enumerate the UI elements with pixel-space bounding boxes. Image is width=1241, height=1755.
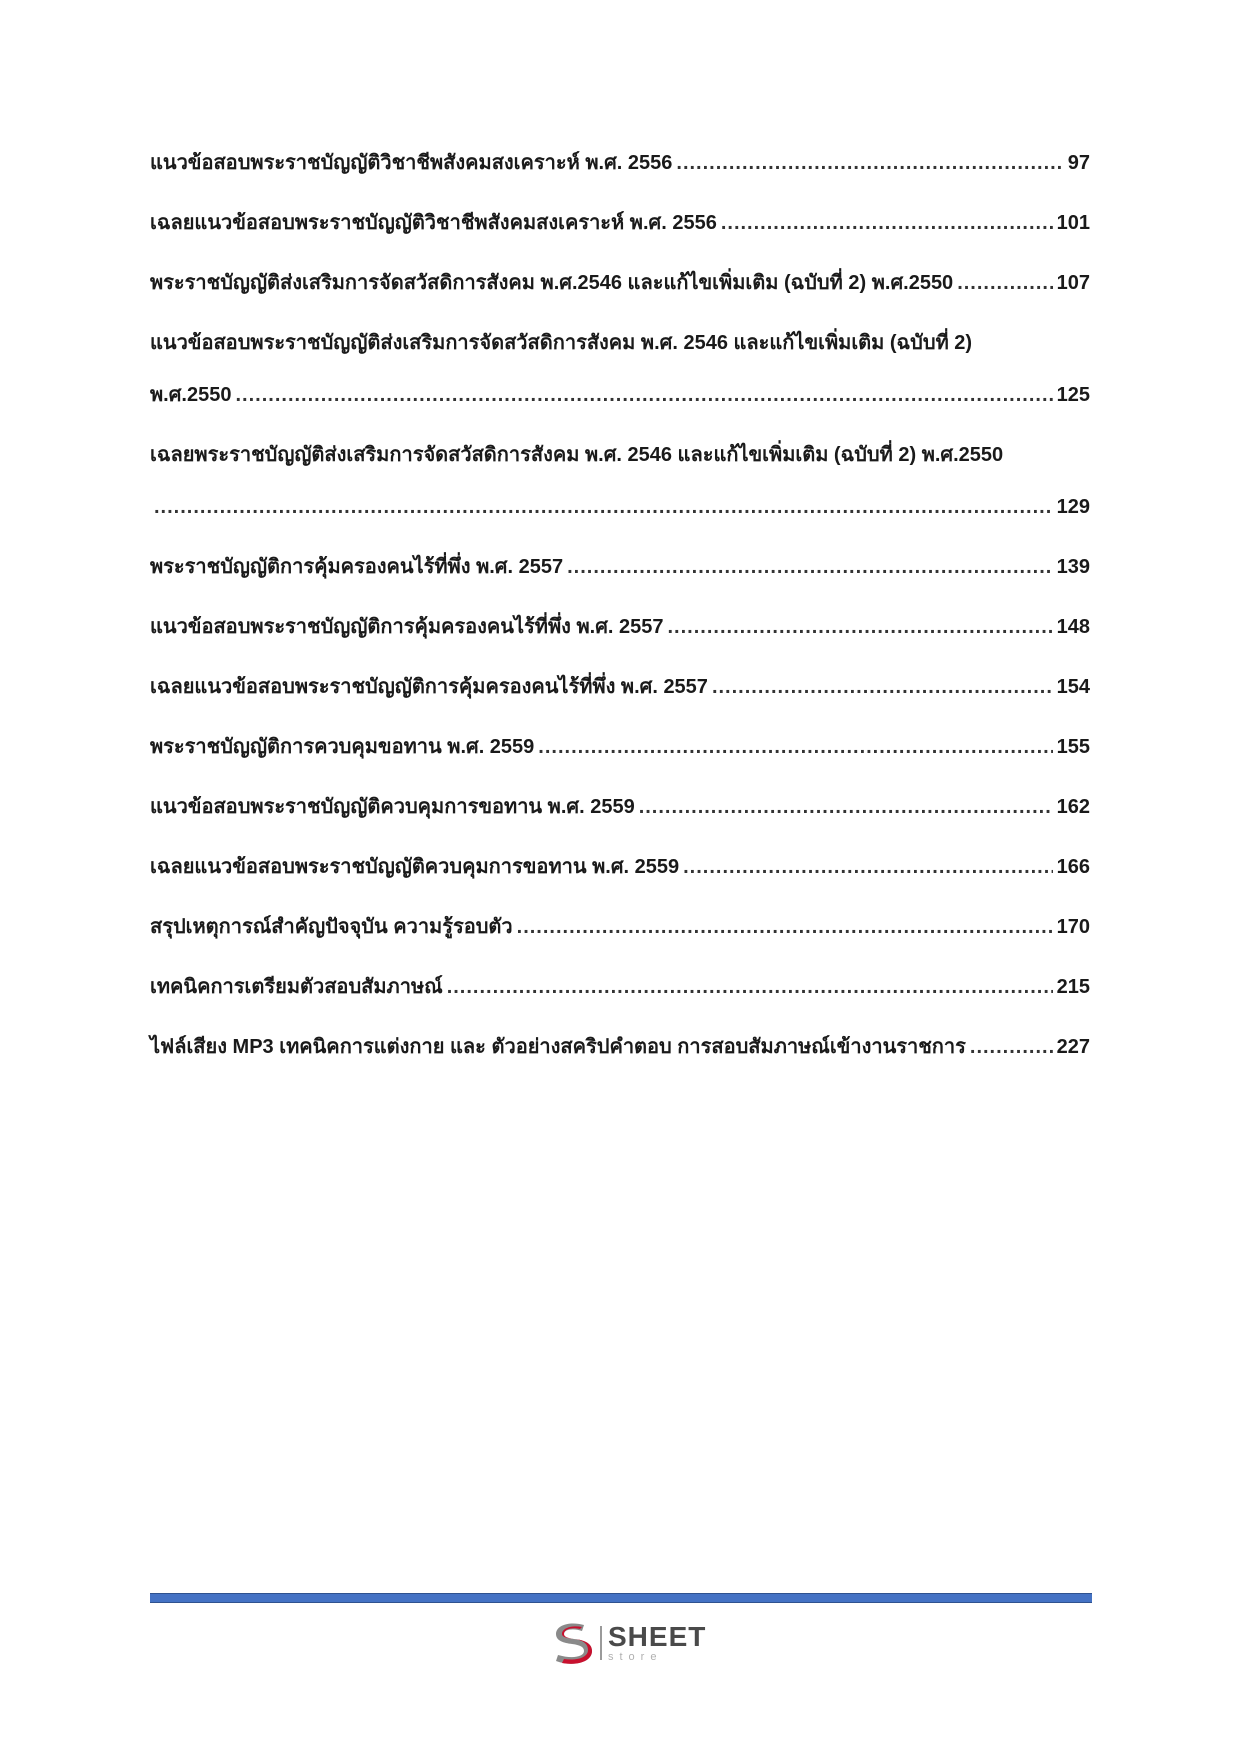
dot-leader bbox=[676, 150, 1063, 176]
toc-entry-page: 170 bbox=[1056, 916, 1090, 938]
toc-entry[interactable] bbox=[150, 914, 1090, 940]
dot-leader bbox=[538, 734, 1052, 760]
dot-leader bbox=[683, 854, 1053, 880]
toc-entry[interactable] bbox=[150, 442, 1090, 520]
footer-divider-bar bbox=[150, 1593, 1092, 1603]
logo-separator bbox=[600, 1626, 602, 1660]
logo-word: SHEET bbox=[608, 1621, 707, 1652]
dot-leader bbox=[235, 382, 1052, 408]
toc-entry-title-continued: พ.ศ.2550 bbox=[150, 384, 232, 406]
toc-entry[interactable] bbox=[150, 974, 1090, 1000]
dot-leader bbox=[712, 674, 1053, 700]
toc-entry-title: แนวข้อสอบพระราชบัญญัติการคุ้มครองคนไร้ที่พึ่ง พ.ศ. 2557 bbox=[150, 616, 664, 638]
logo-wordmark bbox=[608, 1623, 706, 1663]
table-of-contents bbox=[150, 150, 1090, 1094]
toc-entry[interactable] bbox=[150, 270, 1090, 296]
dot-leader bbox=[447, 974, 1053, 1000]
toc-entry-page: 166 bbox=[1056, 856, 1090, 878]
toc-entry[interactable] bbox=[150, 554, 1090, 580]
dot-leader bbox=[668, 614, 1053, 640]
toc-entry-page: 125 bbox=[1056, 384, 1090, 406]
dot-leader bbox=[957, 270, 1052, 296]
toc-entry[interactable] bbox=[150, 734, 1090, 760]
sheet-store-s-icon bbox=[550, 1619, 594, 1667]
dot-leader bbox=[517, 914, 1053, 940]
toc-entry-title: เฉลยพระราชบัญญัติส่งเสริมการจัดสวัสดิการสังคม พ.ศ. 2546 และแก้ไขเพิ่มเติม (ฉบับที่ 2) พ.ศ.2550 bbox=[150, 444, 1004, 466]
toc-entry[interactable] bbox=[150, 210, 1090, 236]
dot-leader bbox=[721, 210, 1053, 236]
toc-entry-title: ไฟล์เสียง MP3 เทคนิคการแต่งกาย และ ตัวอย่างสคริปคำตอบ การสอบสัมภาษณ์เข้างานราชการ bbox=[150, 1036, 966, 1058]
toc-entry[interactable] bbox=[150, 854, 1090, 880]
toc-entry[interactable] bbox=[150, 330, 1090, 408]
toc-entry-title: พระราชบัญญัติการควบคุมขอทาน พ.ศ. 2559 bbox=[150, 736, 535, 758]
toc-entry-page: 129 bbox=[1056, 496, 1090, 518]
logo-subword: store bbox=[608, 1651, 663, 1663]
toc-entry-page: 97 bbox=[1067, 152, 1090, 174]
toc-entry-page: 215 bbox=[1056, 976, 1090, 998]
dot-leader bbox=[154, 494, 1053, 520]
toc-entry-title: พระราชบัญญัติส่งเสริมการจัดสวัสดิการสังคม พ.ศ.2546 และแก้ไขเพิ่มเติม (ฉบับที่ 2) พ.ศ.2550 bbox=[150, 272, 954, 294]
toc-entry-title: แนวข้อสอบพระราชบัญญัติควบคุมการขอทาน พ.ศ. 2559 bbox=[150, 796, 635, 818]
toc-entry-title: แนวข้อสอบพระราชบัญญัติส่งเสริมการจัดสวัสดิการสังคม พ.ศ. 2546 และแก้ไขเพิ่มเติม (ฉบับที่ 2) bbox=[150, 332, 973, 354]
toc-entry-title: เฉลยแนวข้อสอบพระราชบัญญัติวิชาชีพสังคมสงเคราะห์ พ.ศ. 2556 bbox=[150, 212, 717, 234]
toc-entry-title: พระราชบัญญัติการคุ้มครองคนไร้ที่พึ่ง พ.ศ. 2557 bbox=[150, 556, 564, 578]
toc-entry[interactable] bbox=[150, 614, 1090, 640]
toc-entry[interactable] bbox=[150, 674, 1090, 700]
toc-entry-title: แนวข้อสอบพระราชบัญญัติวิชาชีพสังคมสงเคราะห์ พ.ศ. 2556 bbox=[150, 152, 673, 174]
dot-leader bbox=[567, 554, 1053, 580]
toc-entry-title: เฉลยแนวข้อสอบพระราชบัญญัติควบคุมการขอทาน พ.ศ. 2559 bbox=[150, 856, 680, 878]
sheet-store-logo bbox=[550, 1615, 720, 1671]
toc-entry[interactable] bbox=[150, 150, 1090, 176]
toc-entry-title: เทคนิคการเตรียมตัวสอบสัมภาษณ์ bbox=[150, 976, 443, 998]
toc-entry-page: 101 bbox=[1056, 212, 1090, 234]
toc-entry-page: 139 bbox=[1056, 556, 1090, 578]
toc-entry-page: 154 bbox=[1056, 676, 1090, 698]
toc-entry-title: สรุปเหตุการณ์สำคัญปัจจุบัน ความรู้รอบตัว bbox=[150, 916, 513, 938]
toc-entry-page: 107 bbox=[1056, 272, 1090, 294]
toc-entry-page: 227 bbox=[1056, 1036, 1090, 1058]
dot-leader bbox=[639, 794, 1053, 820]
toc-entry-page: 162 bbox=[1056, 796, 1090, 818]
toc-entry-page: 148 bbox=[1056, 616, 1090, 638]
toc-entry[interactable] bbox=[150, 794, 1090, 820]
toc-entry-page: 155 bbox=[1056, 736, 1090, 758]
dot-leader bbox=[970, 1034, 1053, 1060]
toc-entry[interactable] bbox=[150, 1034, 1090, 1060]
toc-entry-title: เฉลยแนวข้อสอบพระราชบัญญัติการคุ้มครองคนไร้ที่พึ่ง พ.ศ. 2557 bbox=[150, 676, 708, 698]
